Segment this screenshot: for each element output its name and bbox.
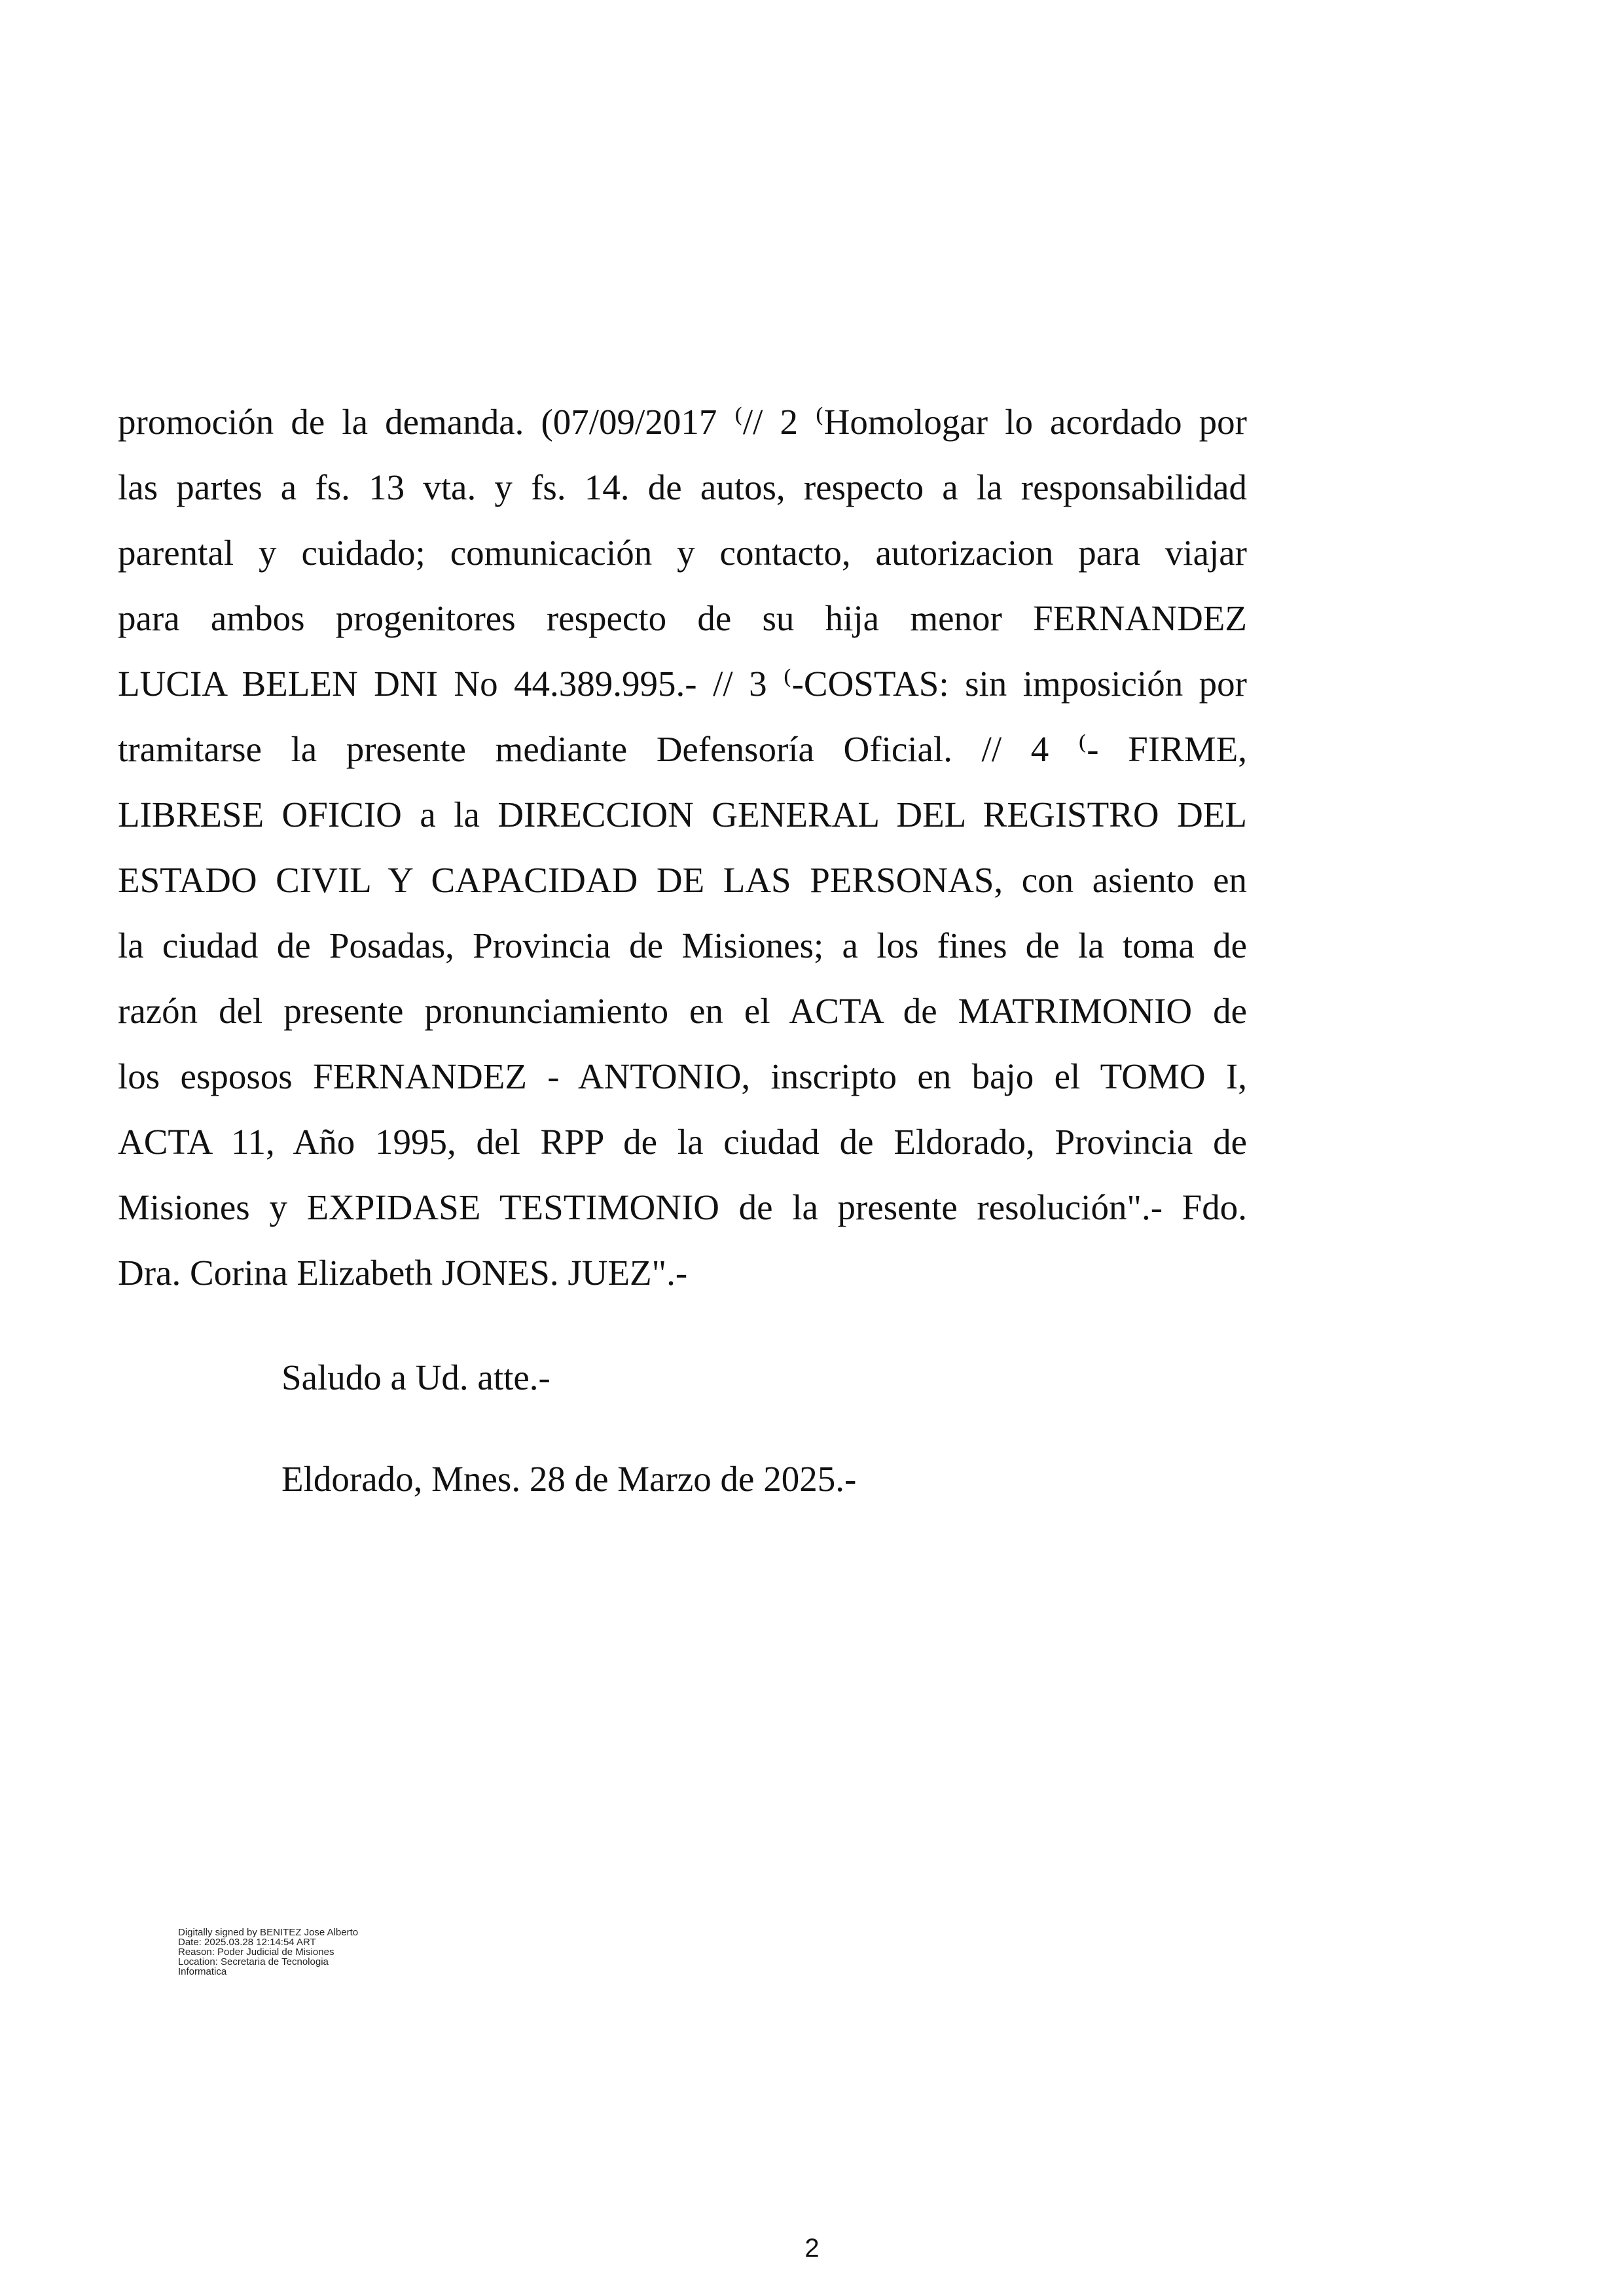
signature-line: Date: 2025.03.28 12:14:54 ART: [178, 1937, 316, 1948]
signature-line: Location: Secretaria de Tecnologia: [178, 1956, 329, 1967]
body-line: ACTA 11, Año 1995, del RPP de la ciudad de Eldorado, Provincia de: [118, 1122, 1247, 1162]
body-line: razón del presente pronunciamiento en el ACTA de MATRIMONIO de: [118, 991, 1247, 1031]
closing-greeting: Saludo a Ud. atte.-: [281, 1357, 550, 1397]
body-line: para ambos progenitores respecto de su hija menor FERNANDEZ: [118, 598, 1247, 638]
body-line: LUCIA BELEN DNI No 44.389.995.- // 3 ⁽-COSTAS: sin imposición por: [118, 664, 1247, 704]
body-line: la ciudad de Posadas, Provincia de Misiones; a los fines de la toma de: [118, 925, 1247, 965]
body-line: las partes a fs. 13 vta. y fs. 14. de autos, respecto a la responsabilidad: [118, 467, 1247, 507]
page-number: 2: [804, 2234, 820, 2263]
signature-line: Reason: Poder Judicial de Misiones: [178, 1946, 334, 1958]
body-line: Dra. Corina Elizabeth JONES. JUEZ".-: [118, 1253, 688, 1293]
body-line: promoción de la demanda. (07/09/2017 ⁽// 2 ⁽Homologar lo acordado por: [118, 402, 1247, 442]
digital-signature-stamp: [178, 1928, 414, 1977]
body-line: los esposos FERNANDEZ - ANTONIO, inscripto en bajo el TOMO I,: [118, 1056, 1247, 1096]
body-line: LIBRESE OFICIO a la DIRECCION GENERAL DEL REGISTRO DEL: [118, 795, 1247, 834]
body-line: parental y cuidado; comunicación y contacto, autorizacion para viajar: [118, 533, 1247, 573]
body-line: tramitarse la presente mediante Defensoría Oficial. // 4 ⁽- FIRME,: [118, 729, 1247, 769]
place-and-date: Eldorado, Mnes. 28 de Marzo de 2025.-: [281, 1459, 857, 1499]
signature-line: Digitally signed by BENITEZ Jose Alberto: [178, 1927, 359, 1938]
signature-line: Informatica: [178, 1966, 227, 1977]
body-line: Misiones y EXPIDASE TESTIMONIO de la presente resolución".- Fdo.: [118, 1187, 1247, 1227]
body-text: [118, 389, 1247, 1306]
body-line: ESTADO CIVIL Y CAPACIDAD DE LAS PERSONAS, con asiento en: [118, 860, 1247, 900]
